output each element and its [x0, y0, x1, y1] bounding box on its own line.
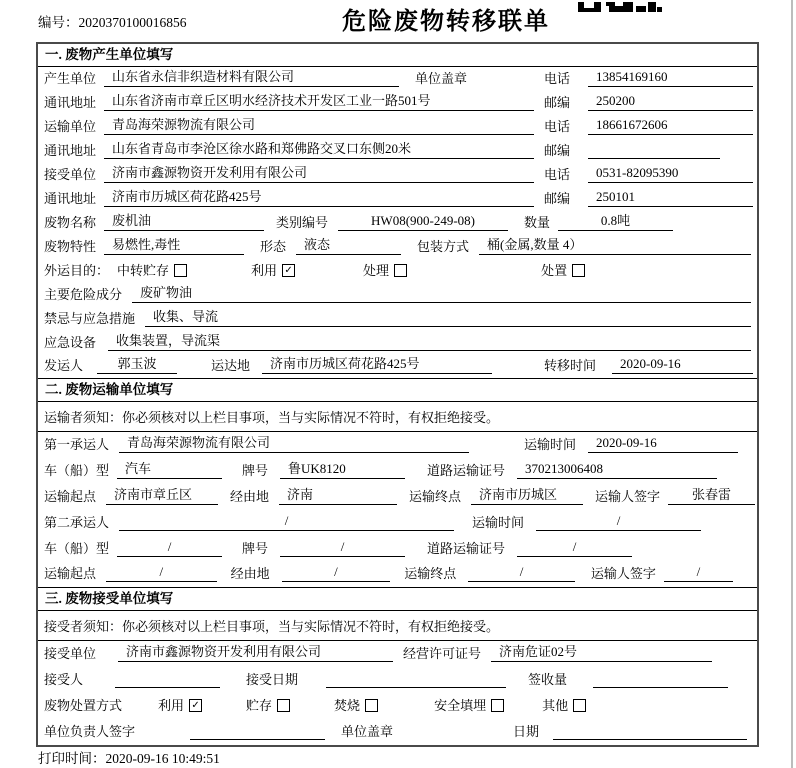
page-right-edge	[791, 0, 793, 768]
receive-date-label: 接受日期	[246, 672, 299, 687]
road-permit-label: 道路运输证号	[427, 541, 506, 556]
transporter-label: 运输单位	[44, 119, 97, 134]
carrier2-label: 第二承运人	[44, 515, 110, 530]
hazard-label: 主要危险成分	[44, 287, 123, 302]
date-label: 日期	[513, 724, 540, 739]
received-qty-label: 签收量	[528, 672, 568, 687]
phone-label: 电话	[544, 167, 571, 182]
carrier2-time-value: /	[536, 513, 701, 531]
row-carrier1	[38, 432, 757, 458]
doc-number-label: 编号：	[38, 15, 79, 30]
destination-value: 济南市历城区荷花路425号	[262, 353, 492, 374]
form-value: 液态	[296, 234, 401, 255]
seal-label: 单位盖章	[341, 724, 394, 739]
carrier2-plate-value: /	[280, 539, 405, 557]
packing-value: 桶(金属,数量 4）	[479, 234, 751, 255]
notice-label: 运输者须知：	[44, 410, 123, 425]
row-generator	[38, 67, 757, 91]
generator-label: 产生单位	[44, 71, 97, 86]
zip-label: 邮编	[544, 143, 571, 158]
receiver-phone-value: 0531-82095390	[588, 165, 753, 183]
characteristics-value: 易燃性,毒性	[104, 234, 244, 255]
responsible-sign-value	[190, 738, 325, 740]
transporter-sign-label: 运输人签字	[595, 489, 661, 504]
vehicle-type-label: 车（船）型	[44, 541, 110, 556]
zip-label: 邮编	[544, 191, 571, 206]
transporter-address-value: 山东省青岛市李沧区徐水路和郑佛路交叉口东侧20米	[104, 138, 534, 159]
date-value	[553, 738, 747, 740]
waste-name-value: 废机油	[104, 210, 264, 231]
row-waste-characteristics	[38, 235, 757, 259]
waste-name-label: 废物名称	[44, 215, 97, 230]
form-label: 形态	[260, 239, 287, 254]
disposal-option-label: 贮存	[246, 698, 273, 713]
disposal-checkbox-other	[573, 699, 586, 712]
row-emergency-equipment	[38, 331, 757, 355]
recipient-label: 接受人	[44, 672, 84, 687]
origin-label: 运输起点	[44, 566, 97, 581]
category-value: HW08(900-249-08)	[338, 213, 508, 231]
disposal-option-label: 利用	[158, 698, 185, 713]
transporter-sign-label: 运输人签字	[590, 566, 656, 581]
row-receiver-address	[38, 187, 757, 211]
seal-label: 单位盖章	[415, 71, 468, 86]
phone-label: 电话	[544, 119, 571, 134]
via-label: 经由地	[230, 489, 270, 504]
purpose-option-label: 利用	[251, 263, 278, 278]
category-label: 类别编号	[276, 215, 329, 230]
plate-label: 牌号	[242, 463, 269, 478]
disposal-label: 废物处置方式	[44, 698, 123, 713]
manifest-form	[36, 42, 759, 747]
row-hazard-components	[38, 283, 757, 307]
plate-label: 牌号	[242, 541, 269, 556]
qr-code-icon	[578, 0, 662, 16]
carrier2-via-value: /	[282, 564, 391, 582]
equipment-label: 应急设备	[44, 335, 97, 350]
carrier2-value: /	[119, 513, 454, 531]
row-receiver	[38, 163, 757, 187]
carrier2-origin-value: /	[106, 564, 217, 582]
receiving-unit-value: 济南市鑫源物资开发利用有限公司	[118, 641, 393, 662]
destination-label: 运达地	[211, 358, 251, 373]
receiver-value: 济南市鑫源物资开发利用有限公司	[104, 162, 534, 183]
notice-text: 你必须核对以上栏目事项，当与实际情况不符时，有权拒绝接受。	[122, 410, 500, 425]
carrier2-sign-value: /	[664, 564, 733, 582]
row-carrier2-route	[38, 562, 757, 588]
section2-header: 二. 废物运输单位填写	[38, 379, 757, 402]
address-label: 通讯地址	[44, 95, 97, 110]
purpose-option-label: 中转贮存	[117, 263, 170, 278]
receiver-address-value: 济南市历城区荷花路425号	[104, 186, 534, 207]
transport-time-label: 运输时间	[472, 515, 525, 530]
row-shipper	[38, 355, 757, 379]
row-disposal-method	[38, 693, 757, 719]
carrier1-via-value: 济南	[279, 484, 397, 505]
address-label: 通讯地址	[44, 143, 97, 158]
shipper-label: 发运人	[44, 358, 84, 373]
disposal-checkbox-landfill	[491, 699, 504, 712]
emergency-value: 收集、导流	[145, 306, 751, 327]
disposal-option-label: 其他	[542, 698, 569, 713]
notice-label: 接受者须知：	[44, 619, 123, 634]
carrier1-time-value: 2020-09-16	[588, 435, 738, 453]
print-time	[38, 747, 220, 767]
purpose-option-label: 处置	[541, 263, 568, 278]
hazard-value: 废矿物油	[132, 282, 751, 303]
print-time-value: 2020-09-16 10:49:51	[105, 751, 220, 766]
page-title: 危险废物转移联单	[342, 9, 550, 35]
row-recipient	[38, 667, 757, 693]
row-receiving-unit	[38, 641, 757, 667]
row-carrier1-route	[38, 484, 757, 510]
end-label: 运输终点	[404, 566, 457, 581]
section3-header: 三. 废物接受单位填写	[38, 588, 757, 611]
vehicle-type-label: 车（船）型	[44, 463, 110, 478]
purpose-label: 外运目的：	[44, 263, 110, 278]
row-transfer-purpose	[38, 259, 757, 283]
purpose-checkbox-storage	[174, 264, 187, 277]
emergency-label: 禁忌与应急措施	[44, 311, 136, 326]
disposal-checkbox-use: ✓	[189, 699, 202, 712]
generator-phone-value: 13854169160	[588, 69, 753, 87]
purpose-checkbox-use: ✓	[282, 264, 295, 277]
road-permit-label: 道路运输证号	[427, 463, 506, 478]
zip-label: 邮编	[544, 95, 571, 110]
doc-number-value: 2020370100016856	[78, 15, 187, 30]
notice-text: 你必须核对以上栏目事项，当与实际情况不符时，有权拒绝接受。	[122, 619, 500, 634]
row-generator-address	[38, 91, 757, 115]
phone-label: 电话	[544, 71, 571, 86]
carrier1-sign-value: 张春雷	[668, 484, 755, 505]
address-label: 通讯地址	[44, 191, 97, 206]
via-label: 经由地	[230, 566, 270, 581]
transport-time-label: 运输时间	[524, 437, 577, 452]
section3-notice	[38, 611, 757, 641]
disposal-option-label: 安全填埋	[434, 698, 487, 713]
generator-value: 山东省永信非织造材料有限公司	[104, 66, 399, 87]
row-responsible-signature	[38, 719, 757, 745]
row-carrier1-vehicle	[38, 458, 757, 484]
receiving-unit-label: 接受单位	[44, 646, 97, 661]
carrier2-vehicle-value: /	[117, 539, 222, 557]
transporter-zip-value	[588, 157, 720, 159]
quantity-label: 数量	[524, 215, 551, 230]
disposal-option-label: 焚烧	[334, 698, 361, 713]
purpose-checkbox-treat	[394, 264, 407, 277]
characteristics-label: 废物特性	[44, 239, 97, 254]
carrier1-plate-value: 鲁UK8120	[280, 458, 405, 479]
row-transporter-address	[38, 139, 757, 163]
print-time-label: 打印时间：	[38, 751, 106, 766]
shipper-value: 郭玉波	[97, 353, 177, 374]
disposal-checkbox-incinerate	[365, 699, 378, 712]
transfer-time-label: 转移时间	[544, 358, 597, 373]
row-emergency-measures	[38, 307, 757, 331]
receiver-label: 接受单位	[44, 167, 97, 182]
carrier1-permit-value: 370213006408	[517, 461, 717, 479]
receiver-zip-value: 250101	[588, 189, 753, 207]
carrier1-vehicle-value: 汽车	[117, 458, 222, 479]
received-qty-value	[593, 686, 728, 688]
row-carrier2-vehicle	[38, 536, 757, 562]
section2-notice	[38, 402, 757, 432]
carrier1-end-value: 济南市历城区	[471, 484, 583, 505]
row-transporter	[38, 115, 757, 139]
license-label: 经营许可证号	[403, 646, 482, 661]
carrier2-end-value: /	[468, 564, 575, 582]
equipment-value: 收集装置，导流渠	[108, 330, 751, 351]
quantity-value: 0.8吨	[558, 210, 673, 231]
carrier2-permit-value: /	[517, 539, 632, 557]
transfer-time-value: 2020-09-16	[612, 356, 753, 374]
carrier1-label: 第一承运人	[44, 437, 110, 452]
recipient-value	[115, 686, 220, 688]
generator-address-value: 山东省济南市章丘区明水经济技术开发区工业一路501号	[104, 90, 534, 111]
end-label: 运输终点	[409, 489, 462, 504]
receive-date-value	[326, 686, 506, 688]
purpose-option-label: 处理	[363, 263, 390, 278]
disposal-checkbox-store	[277, 699, 290, 712]
carrier1-origin-value: 济南市章丘区	[106, 484, 218, 505]
section1-header: 一. 废物产生单位填写	[38, 44, 757, 67]
packing-label: 包装方式	[417, 239, 470, 254]
row-waste-name	[38, 211, 757, 235]
generator-zip-value: 250200	[588, 93, 753, 111]
license-value: 济南危证02号	[491, 641, 712, 662]
responsible-sign-label: 单位负责人签字	[44, 724, 136, 739]
carrier1-value: 青岛海荣源物流有限公司	[119, 432, 469, 453]
transporter-phone-value: 18661672606	[588, 117, 753, 135]
row-carrier2	[38, 510, 757, 536]
transporter-value: 青岛海荣源物流有限公司	[104, 114, 534, 135]
origin-label: 运输起点	[44, 489, 97, 504]
purpose-checkbox-dispose	[572, 264, 585, 277]
